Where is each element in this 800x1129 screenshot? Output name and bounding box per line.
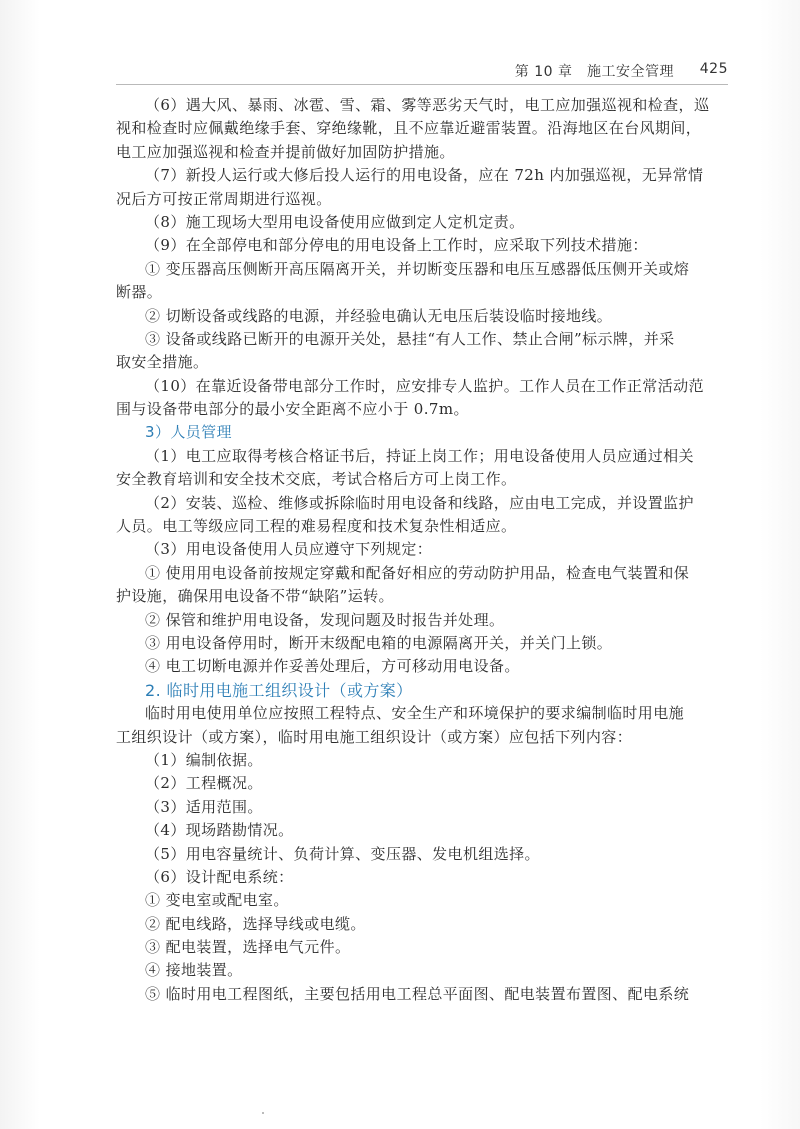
text-line: （6）设计配电系统： xyxy=(145,867,294,886)
text-line: ③ 设备或线路已断开的电源开关处，悬挂“有人工作、禁止合闸”标示牌，并采 xyxy=(145,329,675,348)
text-line: 护设施，确保用电设备不带“缺陷”运转。 xyxy=(116,587,394,606)
text-line: （6）遇大风、暴雨、冰雹、雪、霜、雾等恶劣天气时，电工应加强巡视和检查，巡 xyxy=(145,96,710,114)
text-line: ⑤ 临时用电工程图纸，主要包括用电工程总平面图、配电装置布置图、配电系统 xyxy=(145,984,690,1003)
text-line: ② 保管和维护用电设备，发现问题及时报告并处理。 xyxy=(145,610,505,629)
text-line: （8）施工现场大型用电设备使用应做到定人定机定责。 xyxy=(145,212,525,231)
text-line: （1）电工应取得考核合格证书后，持证上岗工作；用电设备使用人员应通过相关 xyxy=(145,446,694,465)
text-line: 取安全措施。 xyxy=(116,353,209,372)
body-text xyxy=(116,94,728,1006)
text-line: （7）新投人运行或大修后投人运行的用电设备，应在 72h 内加强巡视，无异常情 xyxy=(145,166,704,185)
text-line: ② 切断设备或线路的电源，并经验电确认无电压后装设临时接地线。 xyxy=(145,306,613,325)
chapter-title: 第 10 章 施工安全管理 xyxy=(514,64,674,80)
text-line: 视和检查时应佩戴绝缘手套、穿绝缘靴，且不应靠近避雷装置。沿海地区在台风期间， xyxy=(116,119,702,138)
text-line: 人员。电工等级应同工程的难易程度和技术复杂性相适应。 xyxy=(116,517,517,536)
text-line: （4）现场踏勘情况。 xyxy=(145,821,294,840)
text-line: 临时用电使用单位应按照工程特点、安全生产和环境保护的要求编制临时用电施 xyxy=(145,704,685,723)
text-line: （2）工程概况。 xyxy=(145,774,263,793)
section-heading: 2. 临时用电施工组织设计（或方案） xyxy=(145,680,413,700)
running-header xyxy=(116,58,728,85)
text-line: ① 变压器高压侧断开高压隔离开关，并切断变压器和电压互感器低压侧开关或熔 xyxy=(145,259,690,278)
text-line: （5）用电容量统计、负荷计算、变压器、发电机组选择。 xyxy=(145,844,540,863)
text-line: 安全教育培训和安全技术交底，考试合格后方可上岗工作。 xyxy=(116,470,517,489)
page-number: 425 xyxy=(699,61,728,77)
scan-artifact xyxy=(262,1112,264,1114)
text-line: （3）用电设备使用人员应遵守下列规定： xyxy=(145,540,433,559)
text-line: 况后方可按正常周期进行巡视。 xyxy=(116,189,332,208)
text-line: ④ 电工切断电源并作妥善处理后，方可移动用电设备。 xyxy=(145,657,520,676)
text-line: ③ 用电设备停用时，断开末级配电箱的电源隔离开关，并关门上锁。 xyxy=(145,633,613,652)
text-line: （2）安装、巡检、维修或拆除临时用电设备和线路，应由电工完成，并设置监护 xyxy=(145,493,694,512)
text-line: ③ 配电装置，选择电气元件。 xyxy=(145,938,351,957)
text-line: 工组织设计（或方案），临时用电施工组织设计（或方案）应包括下列内容： xyxy=(116,727,633,746)
text-line: （1）编制依据。 xyxy=(145,750,263,769)
text-line: ① 变电室或配电室。 xyxy=(145,891,289,910)
text-line: （9）在全部停电和部分停电的用电设备上工作时，应采取下列技术措施： xyxy=(145,236,648,255)
text-line: ① 使用用电设备前按规定穿戴和配备好相应的劳动防护用品，检查电气装置和保 xyxy=(145,563,690,582)
section-heading: 3）人员管理 xyxy=(145,423,232,442)
text-line: 围与设备带电部分的最小安全距离不应小于 0.7m。 xyxy=(116,400,469,419)
text-line: （3）适用范围。 xyxy=(145,797,263,816)
text-line: ④ 接地装置。 xyxy=(145,961,243,980)
text-line: ② 配电线路，选择导线或电缆。 xyxy=(145,914,366,933)
text-line: 断器。 xyxy=(116,283,163,302)
text-line: 电工应加强巡视和检查并提前做好加固防护措施。 xyxy=(116,142,455,161)
text-line: （10）在靠近设备带电部分工作时，应安排专人监护。工作人员在工作正常活动范 xyxy=(145,376,704,395)
